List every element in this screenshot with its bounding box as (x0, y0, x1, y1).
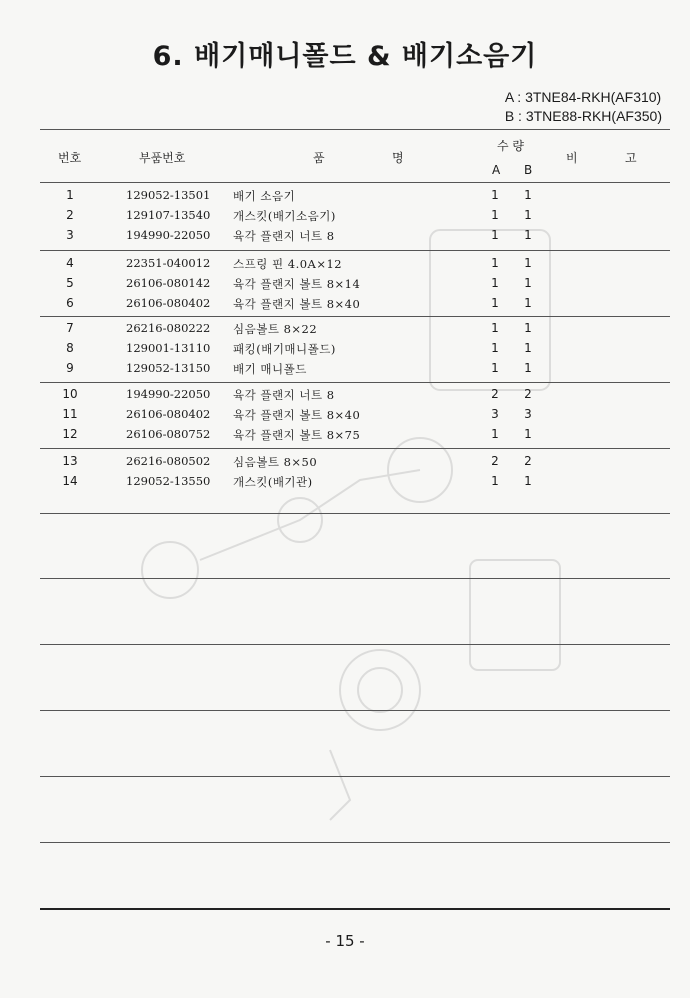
qty-b: 3 (524, 407, 532, 421)
qty-b: 1 (524, 256, 532, 270)
part-name: 육각 플랜지 너트 8 (233, 229, 335, 243)
table-row (40, 319, 670, 339)
qty-a: 2 (491, 387, 499, 401)
table-row (40, 339, 670, 359)
part-name: 육각 플랜지 볼트 8×14 (233, 277, 361, 291)
qty-a: 1 (491, 296, 499, 310)
qty-a: 1 (491, 361, 499, 375)
item-number: 7 (66, 321, 74, 335)
model-a: A : 3TNE84-RKH(AF310) (504, 89, 662, 105)
empty-row-rule (40, 776, 670, 777)
qty-a: 1 (491, 256, 499, 270)
qty-b: 1 (524, 321, 532, 335)
header-bottom-rule (40, 182, 670, 183)
table-row (40, 274, 670, 294)
part-number: 129052-13550 (126, 474, 211, 488)
qty-b: 1 (524, 208, 532, 222)
item-number: 2 (66, 208, 74, 222)
header-qty: 수 량 (497, 139, 524, 153)
qty-a: 1 (491, 188, 499, 202)
part-number: 26106-080142 (126, 276, 211, 290)
item-number: 12 (62, 427, 78, 441)
group-divider (40, 382, 670, 383)
header-qty-a: A (492, 163, 501, 177)
part-name: 육각 플랜지 너트 8 (233, 388, 335, 402)
part-number: 194990-22050 (126, 387, 211, 401)
table-row (40, 385, 670, 405)
part-number: 129052-13501 (126, 188, 211, 202)
qty-a: 1 (491, 228, 499, 242)
empty-row-rule (40, 710, 670, 711)
qty-b: 1 (524, 427, 532, 441)
empty-row-rule (40, 578, 670, 579)
qty-b: 1 (524, 188, 532, 202)
table-row (40, 452, 670, 472)
page-title: 6. 배기매니폴드 & 배기소음기 (152, 41, 538, 72)
header-no: 번호 (58, 151, 82, 165)
empty-row-rule (40, 842, 670, 843)
table-row (40, 405, 670, 425)
item-number: 1 (66, 188, 74, 202)
part-name: 육각 플랜지 볼트 8×40 (233, 408, 361, 422)
empty-row-rule (40, 644, 670, 645)
group-divider (40, 250, 670, 251)
qty-b: 1 (524, 341, 532, 355)
item-number: 3 (66, 228, 74, 242)
part-name: 스프링 핀 4.0A×12 (233, 257, 343, 271)
part-name: 개스킷(배기소음기) (233, 209, 336, 223)
item-number: 6 (66, 296, 74, 310)
part-name: 육각 플랜지 볼트 8×75 (233, 428, 361, 442)
item-number: 9 (66, 361, 74, 375)
item-number: 5 (66, 276, 74, 290)
qty-a: 1 (491, 208, 499, 222)
item-number: 14 (62, 474, 78, 488)
table-row (40, 472, 670, 492)
qty-a: 1 (491, 321, 499, 335)
qty-b: 2 (524, 387, 532, 401)
header-remarks-1: 비 (566, 151, 578, 165)
part-number: 26106-080402 (126, 296, 211, 310)
qty-a: 2 (491, 454, 499, 468)
part-name: 육각 플랜지 볼트 8×40 (233, 297, 361, 311)
page-number: - 15 - (325, 932, 365, 950)
header-part-no: 부품번호 (139, 151, 186, 165)
table-row (40, 206, 670, 226)
qty-a: 1 (491, 474, 499, 488)
empty-row-rule (40, 513, 670, 514)
part-number: 194990-22050 (126, 228, 211, 242)
qty-b: 1 (524, 474, 532, 488)
qty-a: 1 (491, 427, 499, 441)
qty-b: 2 (524, 454, 532, 468)
item-number: 8 (66, 341, 74, 355)
part-number: 129107-13540 (126, 208, 211, 222)
qty-a: 3 (491, 407, 499, 421)
part-name: 배기 매니폴드 (233, 362, 307, 376)
part-number: 129001-13110 (126, 341, 211, 355)
part-name: 개스킷(배기관) (233, 475, 313, 489)
qty-a: 1 (491, 276, 499, 290)
header-name-1: 품 (313, 151, 325, 165)
item-number: 10 (62, 387, 78, 401)
header-remarks-2: 고 (625, 151, 637, 165)
table-row (40, 425, 670, 445)
table-row (40, 254, 670, 274)
part-number: 22351-040012 (126, 256, 211, 270)
part-number: 26106-080402 (126, 407, 211, 421)
part-number: 26106-080752 (126, 427, 211, 441)
qty-b: 1 (524, 276, 532, 290)
part-number: 26216-080502 (126, 454, 211, 468)
group-divider (40, 316, 670, 317)
item-number: 4 (66, 256, 74, 270)
part-name: 배기 소음기 (233, 189, 296, 203)
item-number: 11 (62, 407, 78, 421)
table-row (40, 359, 670, 379)
qty-b: 1 (524, 228, 532, 242)
table-row (40, 226, 670, 246)
part-number: 129052-13150 (126, 361, 211, 375)
part-name: 심음볼트 8×50 (233, 455, 318, 469)
model-legend (505, 88, 662, 126)
part-name: 패킹(배기매니폴드) (233, 342, 336, 356)
group-divider (40, 448, 670, 449)
part-name: 심음볼트 8×22 (233, 322, 318, 336)
header-qty-b: B (524, 163, 533, 177)
table-bottom-rule (40, 908, 670, 910)
model-b: B : 3TNE88-RKH(AF350) (504, 108, 662, 124)
qty-b: 1 (524, 296, 532, 310)
part-number: 26216-080222 (126, 321, 211, 335)
table-top-rule (40, 129, 670, 130)
item-number: 13 (62, 454, 78, 468)
table-row (40, 294, 670, 314)
qty-a: 1 (491, 341, 499, 355)
header-name-2: 명 (392, 151, 404, 165)
qty-b: 1 (524, 361, 532, 375)
table-row (40, 186, 670, 206)
